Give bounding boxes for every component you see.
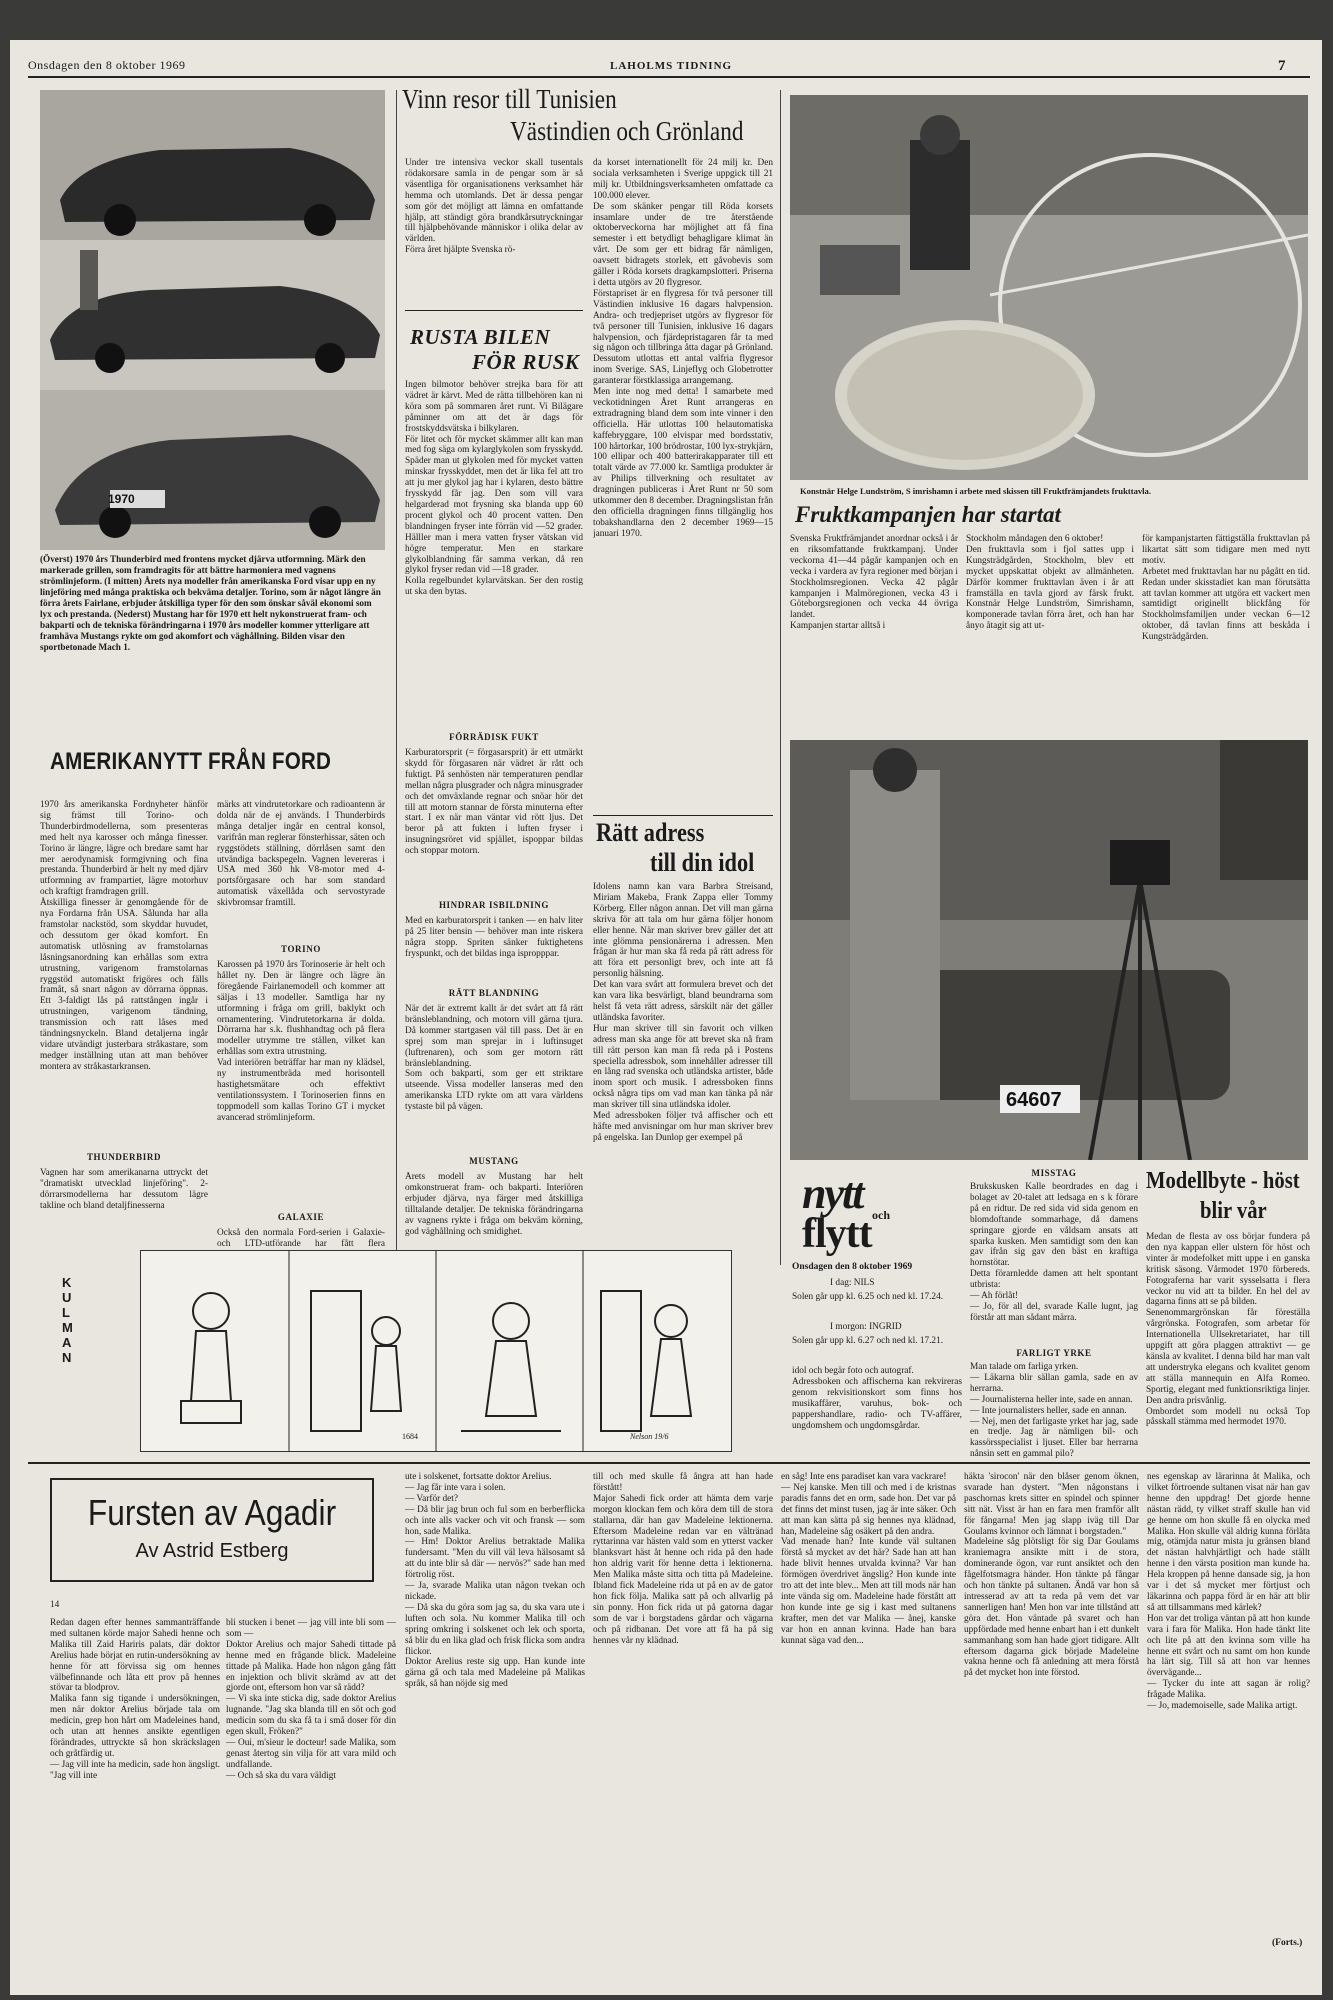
ford-article-col1b: Vagnen har som amerikanarna uttryckt det "dramatiskt utvecklad linjeföring". 2-dörrarsmodellerna har dessutom lägre takline och bland detaljfinesserna: [40, 1168, 208, 1211]
rust-article-col1d: När det är extremt kallt är det svårt att få rätt bränsleblandning, och motorn vill gärna tjura. Då kommer startgasen väl till pass. Det är en sprej som man sprejar in i luftinsuget (luftrenaren), och som ger motorn rätt bränsleblandning. Som och bakparti, som ger ett striktare utseende. Vissa modeller lanseras med den amerikanska LTD rykte om att vara världens tystaste bil på vägen.: [405, 1004, 583, 1113]
idol-article: Idolens namn kan vara Barbra Streisand, Miriam Makeba, Frank Zappa eller Tommy Körberg. Eller någon annan. Det vill man gärna skriva för att tala om hur gärna följer honom eller henne. När man skriver brev gäller det att inte glömma pensionärerna i adressen. Men frågan är hur man ska få reda på rätt adress för att föra ett personligt brev, och inte att få personlig hälsning. Det kan vara svårt att formulera brevet och det kan vara lika besvärligt, bland beundrarna som helst få veta rätt adress, särskilt när det gäller utländska favoriter. Hur man skriver till sin favorit och vilken adress man ska ange för att brevet ska nå fram till rätt person kan man få reda på i Postens speciella adressbok, som innehåller adresser till en lång rad svenska och utländska artister, både inom sport och musik. I adressboken finns också några tips om vad man kan tänka på när man skriver till sina utländska idoler. Med adressboken följer två affischer och ett häfte med anvisningar om hur man skriver brev på engelska. Ian Dunlop ger exempel på: [593, 882, 773, 1143]
column-rule: [780, 90, 781, 1265]
nytt-logo-word1: nytt: [802, 1169, 863, 1218]
serial-chapter-number: 14: [50, 1600, 60, 1610]
serial-col1: Redan dagen efter hennes sammanträffande med sultanen körde major Sahedi henne och Malika till Zaid Hariris palats, där doktor Arelius hade börjat en rutin-undersökning av henne för att förvissa sig om hennes välbefinnande och låta ett prov på hennes stövar ta blodprov. Malika fann sig tigande i undersökningen, men när doktor Arelius började tala om medicin, grep hon hårt om Madeleines hand, och utan att hennes ansikte egentligen förändrades, uttryckte så hon skräckslagen och gråtfärdig ut. — Jag vill inte ha medicin, sade hon ängsligt. "Jag vill inte: [50, 1618, 220, 1781]
nytt-today-name: I dag: NILS: [830, 1278, 875, 1288]
fruit-artist-photo: [790, 95, 1308, 480]
nytt-sun-today: Solen går upp kl. 6.25 och ned kl. 17.24.: [792, 1292, 944, 1302]
idol-headline-line1: Rätt adress: [596, 818, 705, 847]
serial-continued: (Forts.): [1272, 1938, 1303, 1948]
nytt-logo-and: och: [872, 1208, 890, 1222]
ford-article-col2: märks att vindrutetorkare och radioantenn är dolda när de ej används. I Thunderbirds många detaljer ingår en central konsol, varifrån man reglerar fönsterhissar, säten och ryggstödets ställning, dörrlåsen samt den utvändiga backspegeln. Vagnen levereras i USA med 360 hk V8-motor med 4-portsförgasare och har som standard automatisk växellåda och servostyrade skivbromsar framtill.: [217, 800, 385, 909]
serial-col6: häkta 'sirocon' när den blåser genom öknen, svarade han dystert. "Men någonstans i paschornas krets sitter en spindel och spinner sitt nät. Visst är han en fara men framför allt för fångarna! Men jag slapp iväg till Dar Goulams kvinnor och lämnat i borgstaden." Madeleine såg plötsligt för sig Dar Goulams kraniemagra ansikte mitt i de stora, dominerande ögon, var runt ansiktet och den fågelfotsmagra händer. Hon tänkte på fångar och hon tänkte på sultanen. Ändå var hon så intresserad av att ta reda på vem det var sannerligen han! Men hon var inte tillstånd att göra det. Hon väntade på svaret och han uppfördade med henne enbart han i ett dunkelt sammanhang som han hade gjort tidigare. Allt eftersom dagarna gick började Madeleine vakna henne och få anledning att mera förstå på det mycket hon inte förstod.: [964, 1472, 1139, 1679]
comic-strip: [140, 1250, 732, 1452]
nytt-date: Onsdagen den 8 oktober 1969: [792, 1262, 913, 1272]
nytt-och-flytt-logo: [792, 1168, 962, 1258]
misstag-subhead: MISSTAG: [1031, 1168, 1077, 1178]
serial-col4: till och med skulle få ångra att han hade förstått! Major Sahedi fick order att hämta dem varje morgon klockan fem och köra dem till de stora stallarna, där han gav Madeleine lektionerna. Eftersom Madeleine redan var en vältränad ryttarinna var hästen vald som en ytterst vacker blanksvart häst åt henne och rida på den hade hon aldrig varit för henne detta i lektionerna. Men Malika måste sitta och titta på Madeleine. Ibland fick Madeleine rida ut på en av de gator hon fick följa. Malika satt på och allvarlig på sin ponny. Hon fick rida ut på gatorna dagar som de var i borgstadens gårdar och vägarna och på ridbanan. Det vore att få ha på sig hennes vår ny klädnad.: [593, 1472, 773, 1646]
ford-subhead-galaxie: GALAXIE: [277, 1212, 325, 1222]
farligt-yrke-text: Man talade om farliga yrken. — Läkarna blir sällan gamla, sade en av herrarna. — Journalisterna heller inte, sade en annan. — Inte journalisters heller, sade en annan. — Nej, men det farligaste yrket har jag, sade en tredje. Jag är nämligen bil- och kassörsspecialist i ljuset. Eller bar herrarna nånsin sett en gammal pilo?: [970, 1362, 1138, 1460]
idol-headline-line2: till din idol: [650, 848, 755, 877]
tunisia-headline-line2: Västindien och Grönland: [510, 116, 744, 146]
header-date: Onsdagen den 8 oktober 1969: [28, 58, 186, 72]
serial-title: Fursten av Agadir: [87, 1492, 337, 1533]
newspaper-page: [10, 40, 1322, 1995]
ford-article-col1: 1970 års amerikanska Fordnyheter hänför sig främst till Torino- och Thunderbirdmodellerna, som presenteras med helt nya karosser och många finesser. Torino är längre, lägre och bredare samt har mer aerodynamisk formgivning och fina prestanda. Thunderbird är helt ny med djärv utformning av frampartiet, lägre motorhuv och kraftigt framdragen grill. Åtskilliga finesser är genomgående för de nya Fordarna från USA. Sålunda har alla framstolar nackstöd, som skyddar huvudet, och dessutom ger ökad komfort. En automatisk utlösning av framstolarnas låsningsanordning kan erhållas som extra utrustning, varigenom framstolarnas ryggstöd automatiskt frigöres och fälls framåt, så snart någon av dörrarna öppnas. Ett 3-faldigt lås på rattstången ingår i utrustningen, varigenom tändning, transmission och ratt låses med tändningsnyckeln. Bland detaljerna ingår vidare utvändigt justerbara stråkastare, som medger inställning utan att man behöver montera av stråkastarkransen.: [40, 800, 208, 1072]
serial-col2: bli stucken i benet — jag vill inte bli som — som — Doktor Arelius och major Sahedi tittade på henne med en frågande blick. Madeleine tittade på Malika. Hade hon någon gång fått en injektion och blivit skrämd av att det gjorde ont, eftersom hon var så rädd? — Vi ska inte sticka dig, sade doktor Arelius lugnande. "Jag ska blanda till en söt och god medicin som du ska få ta i små doser för din egen skull, Fröken?" — Oui, m'sieur le docteur! sade Malika, som genast återtog sin vilja för att vara mild och undfallande. — Och så ska du vara väldigt: [226, 1618, 396, 1781]
comic-signature-2: Nelson 19/6: [630, 1432, 669, 1441]
ford-article-col2c: Också den normala Ford-serien i Galaxie- och LTD-utförande har fått flera: [217, 1228, 385, 1249]
header-rule: [28, 76, 1310, 78]
rust-article-col1e: Årets modell av Mustang har helt omkonstruerat fram- och bakparti. Interiören erbjuder djärva, nya färger med åtskilliga tilltalande detaljer. De tekniska förändringarna av vagnens rykte i fråga om bekväm körning, god väghållning och smidighet.: [405, 1172, 583, 1237]
nytt-article-text: idol och begär foto och autograf. Adressboken och affischerna kan rekvireras genom rekvisitionskort som finns hos musikaffärer, varuhus, bok- och pappershandlare, radio- och TV-affärer, ungdomshem och ungdomsgårdar.: [792, 1366, 962, 1431]
rust-headline-line2: FÖR RUSK: [472, 350, 580, 374]
modell-headline-line1: Modellbyte - höst: [1146, 1168, 1300, 1194]
serial-author: Av Astrid Estberg: [135, 1540, 289, 1562]
rust-subhead-isbildning: HINDRAR ISBILDNING: [438, 900, 550, 910]
fruit-article-col3: för kampanjstarten fättigställa frukttavlan på likartat sätt som tidigare men med nytt motiv. Arbetet med frukttavlan har nu pågått en tid. Redan under skisstadiet kan man förutsätta att tavlan kommer att utgöra ett vackert men samtidigt originellt blickfång för Stockholmsfamiljen under veckan 6—12 oktober, då tavlan finns att beskåda i Kungsträdgården.: [1142, 534, 1310, 643]
section-rule: [28, 1462, 1310, 1464]
ford-headline: AMERIKANYTT FRÅN FORD: [50, 748, 332, 775]
rust-article-col1: Ingen bilmotor behöver strejka bara för att vädret är kärvt. Med de rätta tillbehören kan ni köra som på sommaren året runt. Vi Bilägare påminner om att det är dags för frostskyddsvätska i bilkylaren. För litet och för mycket skämmer allt kan man med fog säga om kylarglykolen som frysskydd. Späder man ut glykolen med för mycket vatten minskar frysskyddet, men det är lika fel att tro att ju mer glykol jag har i kylaren, desto bättre frysskydd får jag. Den som vill vara helgarderad mot frysning ska blanda upp 60 procent glykol och 40 procent vatten. Den blandningen fryser inte förrän vid —52 grader. Hälller man i mera vatten fryser vätskan vid högre temperatur. Men en starkare glykolblandning får samma verkan, då ren glykol fryser redan vid —18 grader. Kolla regelbundet kylarvätskan. Ser den rostig ut ska den bytas.: [405, 380, 583, 598]
ford-subhead-torino: TORINO: [281, 944, 321, 954]
model-car-plate: 64607: [1006, 1089, 1062, 1111]
header-page-number: 7: [1278, 58, 1286, 74]
modell-article: Medan de flesta av oss börjar fundera på den nya kappan eller ulstern för höst och vinter är modefolket mitt uppe i en ganska kritisk säsong. Vårmodet 1970 förbereds. Fotograferna har varit sysselsatta i flera veckor nu vid att ta bilder. En hel del av dagarna finns att se på bilden. Senenommargrönskan får föreställa vårgrönska. Fotografen, som arbetar för Internationella Ullsekretariatet, har till uppgift att göra plaggen attraktivt — ge känsla av kvalitet. I denna bild har man valt att understryka elegans och kvalitet genom att ställa mannequin en Alfa Romeo. Sportig, elegant med funktionsriktiga linjer. Den andra prisvånlig. Ombordet som modell nu också Top påsskall stämma med hermodet 1970.: [1146, 1232, 1310, 1428]
nytt-tomorrow-name: I morgon: INGRID: [830, 1322, 902, 1332]
tunisia-article-col2: da korset internationellt för 24 milj kr. Den sociala verksamheten i Sverige uppgick till 21 milj kr. Utbildningsverksamheten omfattade ca 100.000 elever. De som skänker pengar till Röda korsets insamlare under de tre återstående oktoberveckorna har möjlighet att få fina semester i ett betydligt behagligare klimat än vårt. De som ger ett bidrag får nämligen, oavsett bidragets storlek, ett gåvobevis som gäller i Röda korsets dragkampslotteri. Priserna i detta utgörs av 20 flygresor. Förstapriset är en flygresa för två personer till Västindien inklusive 16 dagars halvpension. Andra- och tredjepriset utgörs av flygresor för två personer till Tunisien, inklusive 16 dagars halvpension, och fjärdepristagaren får ta med sig någon och tillbringa åtta dagar på Grönland. Dessutom utlottas ett antal valfria flygresor inom Sverige. SAS, Linjeflyg och Globetrotter garanterar förstklassiga arrangemang. Men inte nog med detta! I samarbete med veckotidningen Året Runt arrangeras en extradragning bland dem som inte vinner i den officiella. Här utlottas 100 helautomatiska kaffebryggare, 100 elvispar med bordsstativ, 100 hårtorkar, 100 brödrostar, 100 lyx-strykjärn, 100 ellipar och 400 batterirakapparater till ett totalt värde av 77.000 kr. Samtliga produkter är av Philips tillverkning och resultatet av dragningen publiceras i Året Runt nr 50 som utkommer den 8 december. Dragningslistan från den officiella dragningen finns tillgänglig hos tobakshandlarna den 2 december 1969—15 januari 1970.: [593, 158, 773, 539]
ford-subhead-thunderbird: THUNDERBIRD: [86, 1152, 162, 1162]
rust-subhead-mustang: MUSTANG: [469, 1156, 519, 1166]
rust-headline-line1: RUSTA BILEN: [410, 325, 551, 349]
fruit-article-col2: Stockholm måndagen den 6 oktober! Den frukttavla som i fjol sattes upp i Kungsträdgården, Stockholm, blev ett mycket uppskattat objekt av allmänheten. Därför kommer frukttavlan även i år att framställa en tavla gjord av färsk frukt. Konstnär Helge Lundström, Simrishamn, komponerade tavlan förra året, och han har ånyo åtagit sig att ut-: [966, 534, 1134, 632]
modell-headline-line2: blir vår: [1200, 1198, 1267, 1224]
header-paper-name: LAHOLMS TIDNING: [610, 60, 733, 72]
serial-title-box: [50, 1478, 374, 1582]
serial-col7: nes egenskap av lärarinna åt Malika, och vilket förtroende sultanen visat när han gav henne den uppdrag! Det gjorde henne nästan rädd, ty vilket straff skulle han vid ge henne om hon skulle få en olycka med Malika. Hon skulle väl aldrig kunna förlåta mig, otämjda natur mista ju gränsen bland det nästan halvhjärtligt och hade ställt henne i den värsta position man kunde ha. Hela kroppen på henne dansade sig, ja hon var i det så mycket mer förtjust och läkarinna och pappa förd är en här att blir så att tillsammans med kärlek? Hon var det troliga väntan på att hon kunde vara i fara för Malika. Hon hade tänkt lite och lite på att den kvinna som ville ha henne ett svårt och nu samt om hon kunde ha lärt sig. Till så att hon var hennes övervägande... — Tycker du inte att sagan är rolig? frågade Malika. — Jo, mademoiselle, sade Malika artigt.: [1147, 1472, 1310, 1712]
rust-rule-top: [405, 310, 583, 311]
tunisia-headline-line1: Vinn resor till Tunisien: [402, 84, 617, 114]
misstag-text: Brukskusken Kalle beordrades en dag i bolaget av 20-talet att ledsaga en s k förare på en ridtur. De red sida vid sida genom en blomdoftande sommarhage, då damens springare gjorde en våldsam ansats att sparka kusken. Men samtidigt som den kan gav ifrån sig gav den bäst en kraftiga hornstötar. Detta förarnledde damen att helt spontant utbrista: — Ah förlåt! — Jo, för all del, svarade Kalle lugnt, jag förstår att man sådant märra.: [970, 1182, 1138, 1323]
ford-cars-photo: [40, 90, 385, 550]
column-rule: [396, 90, 397, 1265]
tunisia-article-col1: Under tre intensiva veckor skall tusentals rödakorsare samla in de pengar som är så väsentliga för organisationens verksamhet här hemma och utomlands. Det är dessa pengar som gör det möjligt att lämna en omfattande hjälp, att ständigt göra brandkårsutryckningar till hjälpbehövande människor i olika delar av världen. Förra året hjälpte Svenska rö-: [405, 158, 583, 256]
farligt-yrke-subhead: FARLIGT YRKE: [1016, 1348, 1092, 1358]
rust-subhead-fukt: FÖRRÄDISK FUKT: [449, 732, 539, 742]
comic-title: KULMAN: [62, 1275, 73, 1365]
ford-photo-caption: (Överst) 1970 års Thunderbird med frontens mycket djärva utformning. Märk den markerade grillen, som framdragits för att bättre harmoniera med vagnens strömlinjeform. (I mitten) Årets nya modeller från amerikanska Ford visar upp en ny linjeföring med många praktiska och bekväma detaljer. Torino, som är något längre än förra årets Fairlane, erbjuder åtskilliga typer för den som önskar såväl ekonomi som lyx och prestanda. (Nederst) Mustang har för 1970 ett helt nykonstruerat fram- och bakparti och de tekniska förändringarna i 1970 års modeller kommer ytterligare att framhäva Mustangs rykte om god akomfort och väghållning. Bilden visar den sportbetonade Mach 1.: [40, 554, 381, 652]
idol-rule-top: [593, 815, 773, 816]
serial-col3: ute i solskenet, fortsatte doktor Arelius. — Jag får inte vara i solen. — Varför det? — Då blir jag brun och ful som en berberflicka och inte alls vacker och vit och fransk — som hon, sade Malika. — Hm! Doktor Arelius betraktade Malika fundersamt. "Men du vill väl leva hälsosamt så att du inte blir så där — nervös?" sade han med förtrolig röst. — Ja, svarade Malika utan någon tvekan och nickade. — Då ska du göra som jag sa, du ska vara ute i luften och sola. Nu kommer Malika till och spring omkring i solskenet och lek och sporta, så blir du en lika glad och frisk flicka som andra flickor. Doktor Arelius reste sig upp. Han kunde inte gärna gå och tala med Madeleine på Malikas språk, så han nöjde sig med: [405, 1472, 585, 1690]
rust-subhead-blandning: RÄTT BLANDNING: [448, 988, 540, 998]
rust-article-col1c: Med en karburatorsprit i tanken — en halv liter på 25 liter bensin — behöver man inte riskera några stopp. Spriten sänker fuktighetens fryspunkt, och det bildas inga ispropppar.: [405, 916, 583, 959]
fruit-article-col1: Svenska Fruktfrämjandet anordnar också i år en riksomfattande fruktkampanj. Under veckorna 41—44 pågår kampanjen och en vecka i vardera av fyra regioner med början i Stockholmsregionen. Vecka 42 pågår kampanjen i Malmöregionen, vecka 43 i Göteborgsregionen och vecka 44 övriga landet. Kampanjen startar alltså i: [790, 534, 958, 632]
car-license-plate: 1970: [108, 492, 135, 506]
nytt-sun-tomorrow: Solen går upp kl. 6.27 och ned kl. 17.21.: [792, 1336, 944, 1346]
serial-col5: en såg! Inte ens paradiset kan vara vackrare! — Nej kanske. Men till och med i de kristnas paradis fanns det en orm, sade hon. Det var på det finns det minst tusen, jag är inte säker. Och att man kan sätta på sig hennes nya klädnad, han, Madeleine såg osäkert på den andra. Vad menade han? Inte kunde väl sultanen förstå så mycket av det här? Sade han att han hade blivit hennes utvalda kvinna? Var han förmögen överdrivet ängslig? Hon kunde inte tro att det inte blev... Men att till mods när han inte vända sig om. Madeleine hade förstått att hon kunde inte ge sig i kast med sultanens krafter, men det var Malika — ånej, kanske var hon en annan kvinna. Hade han bara kunnat säga vad den...: [781, 1472, 956, 1646]
rust-article-col1b: Karburatorsprit (= förgasarsprit) är ett utmärkt skydd för förgasaren när vädret är rått och fuktigt. På senhösten när temperaturen pendlar mellan några plusgrader och några minusgrader och det omväxlande regnar och snöar hör det till att motorn stannar de första minuterna efter start. I ex när man väntar vid rött ljus. Det beror på att fukten i luften fryser i insugningsröret vid spjället, ispoppar bildas och stoppar motorn.: [405, 748, 583, 857]
ford-article-col2b: Karossen på 1970 års Torinoserie är helt och hållet ny. Den är längre och lägre än föregående Fairlanemodell och kommer att säljas i 13 modeller. Samtliga har ny utformning i fråga om grill, baklykt och ornamentering. Vindrutetorkarna är dolda. Dörrarna har s.k. flushhandtag och på flera modeller utrymme tre ställen, vilket kan erhållas som extra utrustning. Vad interiören beträffar har man ny klädsel, ny instrumentbräda med horisontell hastighetsmätare och effektivt ventilationssystem. I Torinoserien finns en toppmodell som kallas Torino GT i mycket avancerad strömlinjeform.: [217, 960, 385, 1123]
fruit-photo-caption: Konstnär Helge Lundström, S imrishamn i arbete med skissen till Fruktfrämjandets frukttavla.: [800, 486, 1151, 496]
fruit-headline: Fruktkampanjen har startat: [795, 502, 1061, 527]
nytt-logo-word2: flytt: [802, 1211, 872, 1257]
comic-signature-1: 1684: [402, 1432, 418, 1441]
